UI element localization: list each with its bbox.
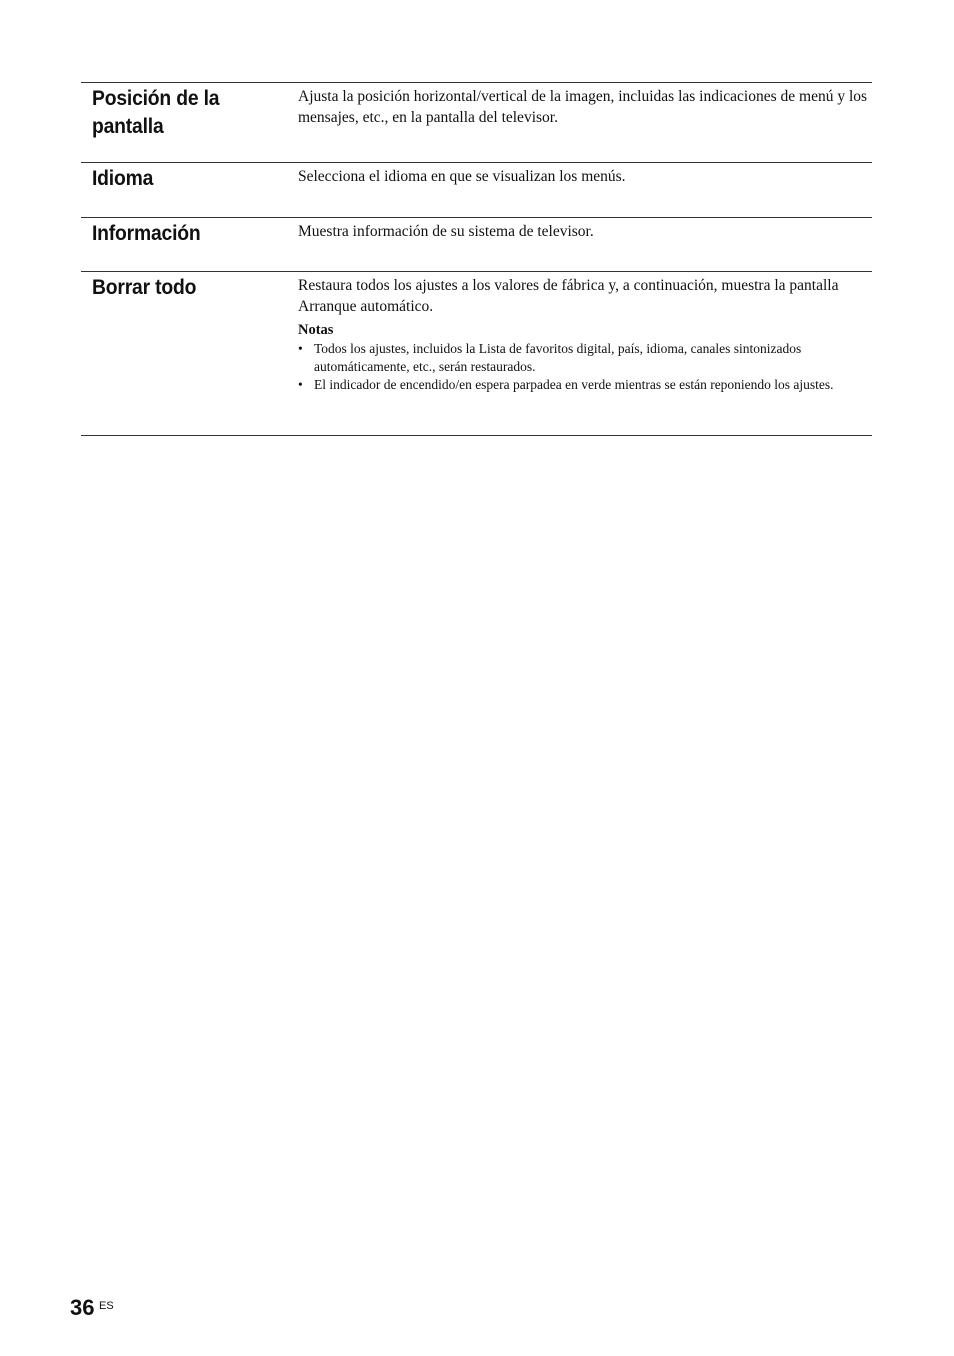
table-row-idioma [81, 163, 872, 218]
table-row-borrar-todo [81, 272, 872, 436]
row-label: Posición de la pantalla [92, 87, 220, 138]
table-row-posicion-pantalla [81, 83, 872, 163]
row-description-block [298, 276, 870, 394]
note-text: Todos los ajustes, incluidos la Lista de favoritos digital, país, idioma, canales sintonizados automáticamente, etc., serán restaurados. [314, 341, 802, 374]
row-label: Idioma [92, 167, 154, 190]
settings-table [81, 82, 872, 436]
notes-list [298, 340, 870, 394]
bullet-icon: • [298, 377, 303, 392]
table-row-informacion [81, 218, 872, 272]
note-item [298, 376, 870, 394]
page-language-code: ES [99, 1300, 114, 1312]
row-description: Restaura todos los ajustes a los valores de fábrica y, a continuación, muestra la pantalla Arranque automático. [298, 277, 839, 315]
row-description: Selecciona el idioma en que se visualizan los menús. [298, 168, 626, 185]
row-label: Información [92, 222, 201, 245]
notes-title: Notas [298, 322, 334, 338]
bullet-icon: • [298, 341, 303, 356]
row-description: Ajusta la posición horizontal/vertical de la imagen, incluidas las indicaciones de menú y los mensajes, etc., en la pantalla del televisor. [298, 88, 868, 126]
row-description: Muestra información de su sistema de televisor. [298, 223, 594, 240]
row-label: Borrar todo [92, 276, 197, 299]
note-text: El indicador de encendido/en espera parpadea en verde mientras se están reponiendo los ajustes. [314, 377, 834, 392]
note-item [298, 340, 870, 376]
page-number: 36 [70, 1295, 95, 1320]
